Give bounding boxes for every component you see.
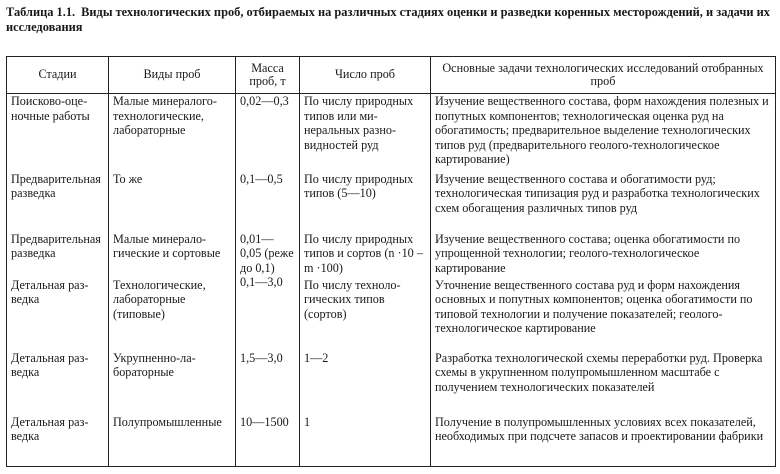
cell-stage: Детальная разведка bbox=[7, 415, 109, 467]
cell-stage: Предварительная разведка bbox=[7, 232, 109, 278]
cell-kind: Укрупненно-лабораторные bbox=[109, 351, 236, 415]
cell-count: По числу природных типов (5—10) bbox=[300, 172, 431, 232]
cell-stage: Детальная разведка bbox=[7, 351, 109, 415]
cell-tasks: Изучение вещественного состава; оценка обогатимости по упрощенной технологии; геолого-технологическое картирование bbox=[431, 232, 776, 278]
cell-kind: Малые минералогические и сортовые bbox=[109, 232, 236, 278]
table-row bbox=[7, 232, 776, 278]
cell-count: По числу природных типов и сортов (n ·10 – m ·100) bbox=[300, 232, 431, 278]
cell-mass: 1,5—3,0 bbox=[236, 351, 300, 415]
cell-count: 1 bbox=[300, 415, 431, 467]
column-header-kind: Виды проб bbox=[109, 57, 236, 94]
cell-mass: 0,1—0,5 bbox=[236, 172, 300, 232]
cell-tasks: Разработка технологической схемы переработки руд. Проверка схемы в укрупненном полупромышленном масштабе с получением технологических показателей bbox=[431, 351, 776, 415]
cell-stage: Поисково-оценочные работы bbox=[7, 94, 109, 172]
table-row bbox=[7, 94, 776, 172]
cell-mass bbox=[236, 232, 300, 351]
cell-mass-a: 0,01— 0,05 (реже до 0,1) bbox=[240, 231, 294, 275]
table-header-row bbox=[7, 57, 776, 94]
table-row bbox=[7, 278, 776, 351]
cell-kind: Малые минералого-технологические, лабораторные bbox=[109, 94, 236, 172]
table-row bbox=[7, 415, 776, 467]
cell-kind: Технологические, лабораторные (типовые) bbox=[109, 278, 236, 351]
column-header-tasks: Основные задачи технологических исследований отобранных проб bbox=[431, 57, 776, 94]
cell-tasks: Получение в полупромышленных условиях всех показателей, необходимых при подсчете запасов и проектировании фабрики bbox=[431, 415, 776, 467]
cell-count: По числу технологических типов (сортов) bbox=[300, 278, 431, 351]
cell-mass: 0,02—0,3 bbox=[236, 94, 300, 172]
cell-mass-b: 0,1—3,0 bbox=[240, 275, 283, 290]
column-header-mass: Масса проб, т bbox=[236, 57, 300, 94]
cell-count: 1—2 bbox=[300, 351, 431, 415]
cell-tasks: Изучение вещественного состава, форм нахождения полезных и попутных компонентов; технологическая оценка руд на обогатимость; предварительное выделение технологических типов руд (предварительного геолого-технологическое картирование) bbox=[431, 94, 776, 172]
cell-tasks: Уточнение вещественного состава руд и форм нахождения основных и попутных компонентов; оценка обогатимости по типовой технологии и получение показателей; геолого-технологическое картирование bbox=[431, 278, 776, 351]
table-caption bbox=[6, 5, 774, 35]
table-row bbox=[7, 351, 776, 415]
cell-kind: Полупромышленные bbox=[109, 415, 236, 467]
cell-tasks: Изучение вещественного состава и обогатимости руд; технологическая типизация руд и разработка технологических схем обогащения различных типов руд bbox=[431, 172, 776, 232]
cell-count: По числу природных типов или минеральных разновидностей руд bbox=[300, 94, 431, 172]
cell-stage: Предварительная разведка bbox=[7, 172, 109, 232]
cell-stage: Детальная разведка bbox=[7, 278, 109, 351]
column-header-stage: Стадии bbox=[7, 57, 109, 94]
table-caption-label: Таблица 1.1. bbox=[6, 5, 76, 19]
table-row bbox=[7, 172, 776, 232]
table-caption-text: Виды технологических проб, отбираемых на различных стадиях оценки и разведки коренных месторождений, и задачи их исследования bbox=[6, 5, 770, 34]
stages-table bbox=[6, 56, 776, 467]
column-header-count: Число проб bbox=[300, 57, 431, 94]
cell-mass: 10—1500 bbox=[236, 415, 300, 467]
cell-kind: То же bbox=[109, 172, 236, 232]
